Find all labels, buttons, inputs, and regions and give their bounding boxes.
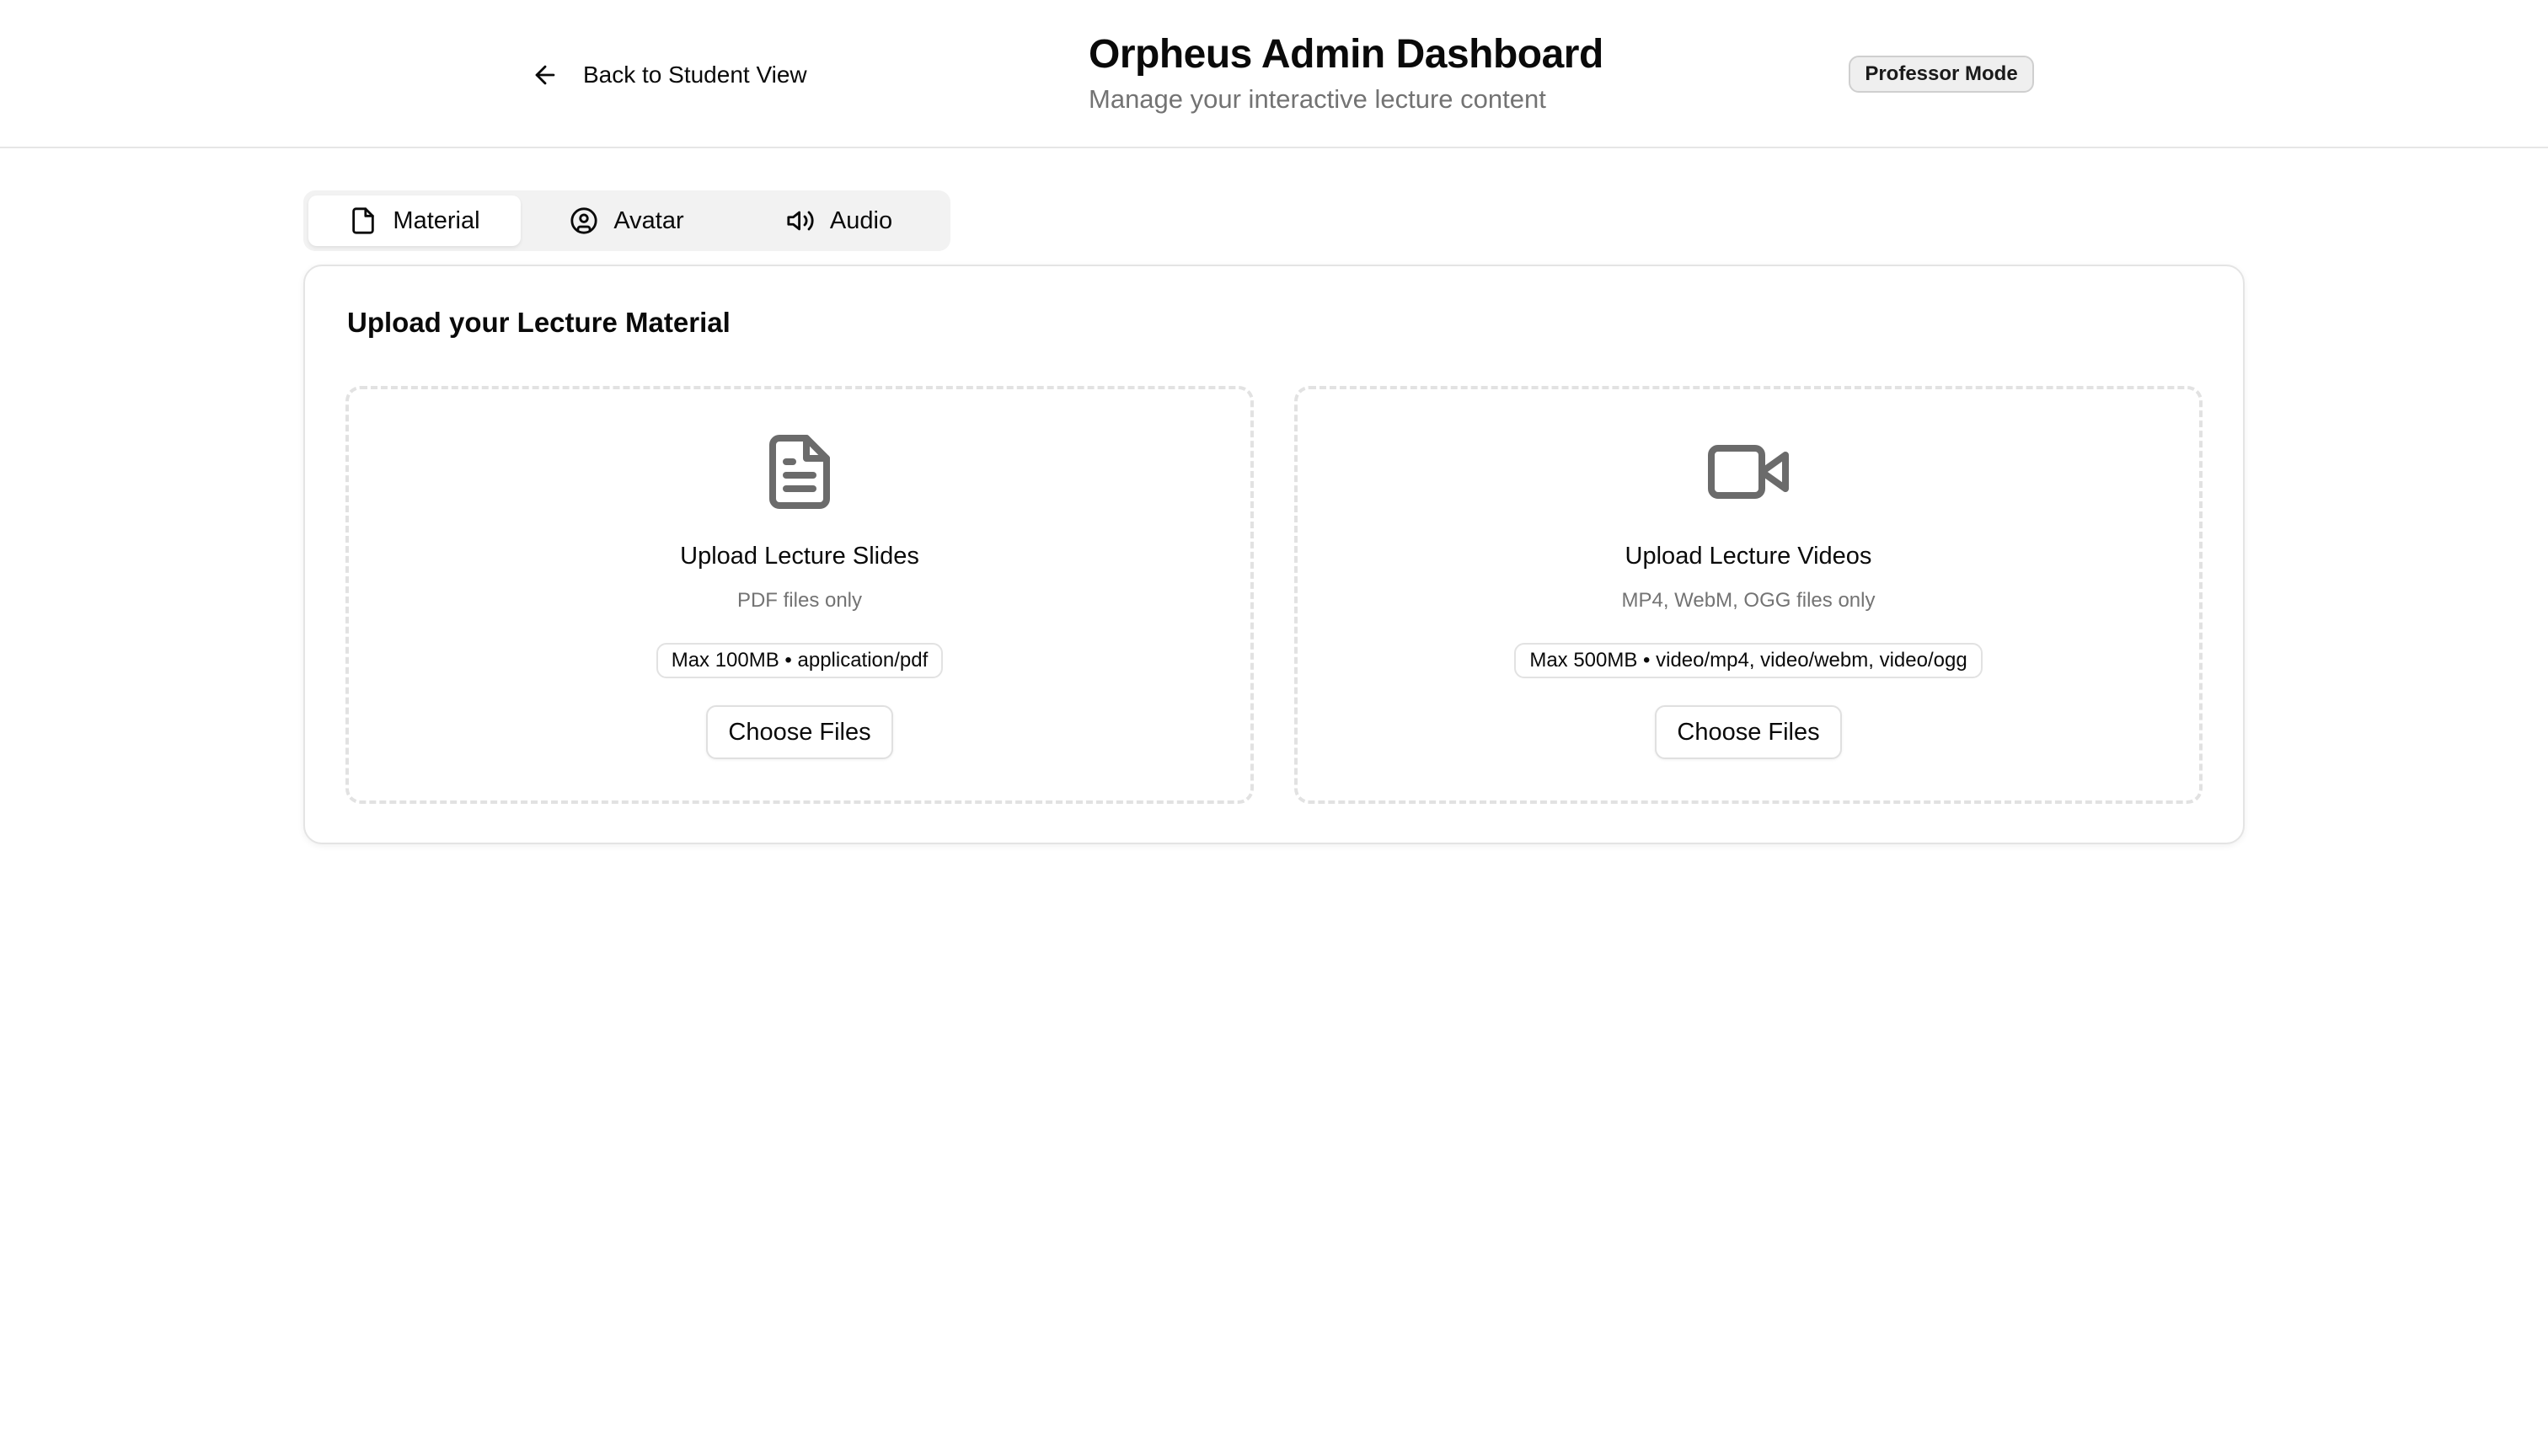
file-text-icon [759, 431, 840, 512]
file-icon [349, 206, 377, 235]
dropzone-subtitle: PDF files only [736, 589, 863, 612]
tab-label: Material [393, 206, 480, 234]
back-to-student-view-link[interactable] [531, 56, 807, 94]
app-header [0, 0, 2548, 148]
dropzone-title: Upload Lecture Slides [680, 543, 919, 570]
slides-dropzone[interactable] [345, 386, 1254, 804]
file-limits-badge: Max 100MB • application/pdf [656, 643, 944, 678]
mode-badge: Professor Mode [1849, 56, 2034, 93]
tab-audio[interactable] [733, 195, 945, 246]
arrow-left-icon [531, 61, 559, 89]
choose-slides-button[interactable]: Choose Files [706, 705, 892, 759]
card-title: Upload your Lecture Material [347, 307, 731, 338]
user-circle-icon [570, 206, 598, 235]
tab-material[interactable] [308, 195, 521, 246]
page-title: Orpheus Admin Dashboard [1089, 32, 1603, 77]
video-icon [1708, 431, 1789, 512]
choose-videos-button[interactable]: Choose Files [1655, 705, 1841, 759]
back-link-label: Back to Student View [583, 62, 807, 88]
tab-label: Avatar [613, 206, 684, 234]
page-subtitle: Manage your interactive lecture content [1089, 84, 1546, 114]
title-block [1089, 29, 1603, 116]
tab-avatar[interactable] [521, 195, 733, 246]
dropzone-subtitle: MP4, WebM, OGG files only [1621, 589, 1876, 612]
upload-card [303, 265, 2245, 844]
tab-label: Audio [829, 206, 893, 234]
videos-dropzone[interactable] [1294, 386, 2203, 804]
speaker-icon [786, 206, 815, 235]
tab-list [303, 190, 950, 251]
dropzone-title: Upload Lecture Videos [1625, 543, 1872, 570]
file-limits-badge: Max 500MB • video/mp4, video/webm, video/ogg [1514, 643, 1982, 678]
